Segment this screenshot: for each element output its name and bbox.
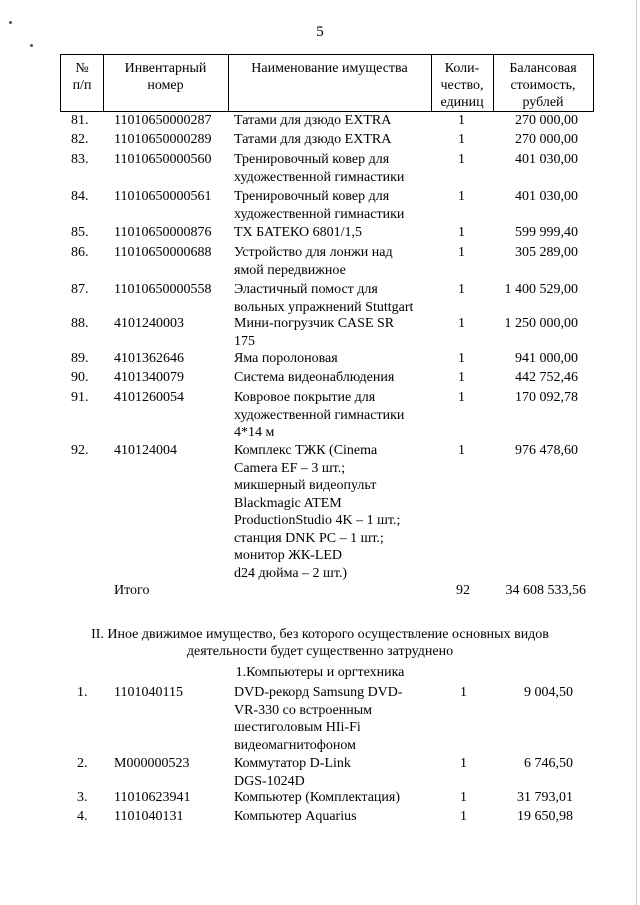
item-name-line: художественной гимнастики	[234, 206, 405, 222]
item-name-line: VR-330 со встроенным	[234, 702, 372, 718]
quantity: 1	[460, 809, 467, 824]
item-name-line: DGS-1024D	[234, 773, 305, 789]
item-name-line: шестиголовым HIi-Fi	[234, 720, 361, 735]
inventory-number: 4101260054	[114, 390, 184, 405]
page-number: 5	[316, 24, 324, 40]
item-name-line: Тренировочный ковер для	[234, 152, 390, 167]
header-text: №	[75, 61, 89, 76]
header-text: рублей	[522, 95, 564, 110]
balance-cost: 1 400 529,00	[504, 282, 578, 297]
quantity: 1	[458, 152, 465, 167]
section-heading-line-2: деятельности будет существенно затруднено	[186, 644, 454, 659]
header-text: чество,	[440, 78, 484, 93]
header-quantity	[431, 60, 493, 111]
balance-cost: 9 004,50	[524, 685, 573, 700]
item-name-line: Тренировочный ковер для	[234, 189, 390, 204]
item-name-line: ТХ БАТЕКО 6801/1,5	[234, 225, 362, 240]
inventory-number: 4101240003	[114, 316, 184, 331]
header-text: номер	[147, 78, 184, 93]
header-cost	[493, 60, 593, 111]
inventory-number: 4101362646	[114, 351, 184, 366]
item-name-line: художественной гимнастики	[234, 407, 405, 423]
header-text: Инвентарный	[124, 61, 207, 76]
balance-cost: 401 030,00	[515, 152, 578, 167]
item-name-line: монитор ЖК-LED	[234, 548, 343, 563]
inventory-number: 11010650000688	[114, 245, 212, 260]
row-number: 83.	[71, 152, 89, 167]
balance-cost: 442 752,46	[515, 370, 578, 385]
row-number: 82.	[71, 132, 89, 147]
item-name-line: DVD-рекорд Samsung DVD-	[234, 685, 403, 700]
row-number: 84.	[71, 189, 89, 204]
balance-cost: 19 650,98	[517, 809, 573, 824]
item-name-line: Устройство для лонжи над	[234, 245, 393, 260]
row-number: 4.	[77, 809, 88, 824]
total-cost: 34 608 533,56	[505, 583, 586, 598]
balance-cost: 170 092,78	[515, 390, 578, 405]
inventory-number: 11010650000558	[114, 282, 212, 297]
item-name-line: вольных упражнений Stuttgart	[234, 299, 414, 315]
scan-edge-line	[636, 0, 637, 905]
row-number: 1.	[77, 685, 88, 700]
row-number: 92.	[71, 443, 89, 458]
inventory-number: 11010623941	[114, 790, 191, 805]
row-number: 89.	[71, 351, 89, 366]
inventory-number: 1101040115	[114, 685, 183, 700]
header-text: п/п	[72, 78, 92, 93]
section-subheading: 1.Компьютеры и оргтехника	[235, 665, 405, 680]
row-number: 81.	[71, 113, 89, 128]
row-number: 85.	[71, 225, 89, 240]
quantity: 1	[458, 370, 465, 385]
item-name-line: Яма поролоновая	[234, 351, 338, 366]
quantity: 1	[458, 189, 465, 204]
balance-cost: 270 000,00	[515, 113, 578, 128]
inventory-number: 11010650000560	[114, 152, 212, 167]
inventory-number: 11010650000876	[114, 225, 212, 240]
header-num	[61, 60, 103, 94]
balance-cost: 270 000,00	[515, 132, 578, 147]
balance-cost: 1 250 000,00	[504, 316, 578, 331]
quantity: 1	[460, 790, 467, 805]
row-number: 87.	[71, 282, 89, 297]
row-number: 2.	[77, 756, 88, 771]
scan-speck	[30, 44, 33, 47]
item-name-line: Camera EF – 3 шт.;	[234, 460, 346, 476]
item-name-line: ProductionStudio 4K – 1 шт.;	[234, 513, 401, 528]
item-name-line: Компьютер (Комплектация)	[234, 790, 401, 805]
section-heading-line-1: II. Иное движимое имущество, без которого осуществление основных видов	[91, 627, 549, 642]
item-name-line: 175	[234, 333, 255, 349]
header-text: Коли-	[444, 61, 480, 76]
item-name-line: станция DNK PC – 1 шт.;	[234, 530, 384, 546]
row-number: 3.	[77, 790, 88, 805]
inventory-number: 4101340079	[114, 370, 184, 385]
item-name-line: d24 дюйма – 2 шт.)	[234, 565, 348, 581]
balance-cost: 976 478,60	[515, 443, 578, 458]
item-name-line: Blackmagic ATEM	[234, 495, 342, 511]
quantity: 1	[458, 316, 465, 331]
table-header	[60, 54, 594, 112]
row-number: 86.	[71, 245, 89, 260]
quantity: 1	[458, 225, 465, 240]
item-name-line: Комплекс ТЖК (Cinema	[234, 443, 378, 458]
item-name-line: видеомагнитофоном	[234, 737, 356, 753]
balance-cost: 941 000,00	[515, 351, 578, 366]
item-name-line: Татами для дзюдо EXTRA	[234, 132, 392, 147]
quantity: 1	[458, 443, 465, 458]
item-name-line: Компьютер Aquarius	[234, 809, 357, 824]
row-number: 91.	[71, 390, 89, 405]
row-number: 88.	[71, 316, 89, 331]
header-inventory	[103, 60, 228, 94]
inventory-number: 1101040131	[114, 809, 184, 824]
quantity: 1	[458, 390, 465, 405]
item-name-line: 4*14 м	[234, 425, 275, 440]
quantity: 1	[458, 245, 465, 260]
item-name-line: художественной гимнастики	[234, 169, 405, 185]
inventory-number: 410124004	[114, 443, 177, 458]
total-quantity: 92	[456, 583, 470, 598]
quantity: 1	[460, 756, 467, 771]
header-text: Наименование имущества	[251, 61, 408, 76]
balance-cost: 31 793,01	[517, 790, 573, 805]
item-name-line: микшерный видеопульт	[234, 478, 377, 493]
quantity: 1	[460, 685, 467, 700]
item-name-line: Система видеонаблюдения	[234, 370, 395, 385]
quantity: 1	[458, 282, 465, 297]
inventory-number: 11010650000289	[114, 132, 212, 147]
header-text: стоимость,	[510, 78, 576, 93]
row-number: 90.	[71, 370, 89, 385]
balance-cost: 6 746,50	[524, 756, 573, 771]
quantity: 1	[458, 351, 465, 366]
inventory-number: M000000523	[114, 756, 190, 771]
header-name	[228, 60, 431, 77]
item-name-line: Мини-погрузчик CASE SR	[234, 316, 395, 331]
balance-cost: 599 999,40	[515, 225, 578, 240]
item-name-line: ямой передвижное	[234, 262, 346, 278]
balance-cost: 401 030,00	[515, 189, 578, 204]
header-text: Балансовая	[509, 61, 577, 76]
balance-cost: 305 289,00	[515, 245, 578, 260]
item-name-line: Ковровое покрытие для	[234, 390, 376, 405]
quantity: 1	[458, 132, 465, 147]
item-name-line: Татами для дзюдо EXTRA	[234, 113, 392, 128]
header-text: единиц	[440, 95, 484, 110]
inventory-number: 11010650000561	[114, 189, 212, 204]
inventory-number: 11010650000287	[114, 113, 212, 128]
quantity: 1	[458, 113, 465, 128]
item-name-line: Эластичный помост для	[234, 282, 378, 297]
total-label: Итого	[114, 583, 150, 598]
item-name-line: Коммутатор D-Link	[234, 756, 351, 771]
